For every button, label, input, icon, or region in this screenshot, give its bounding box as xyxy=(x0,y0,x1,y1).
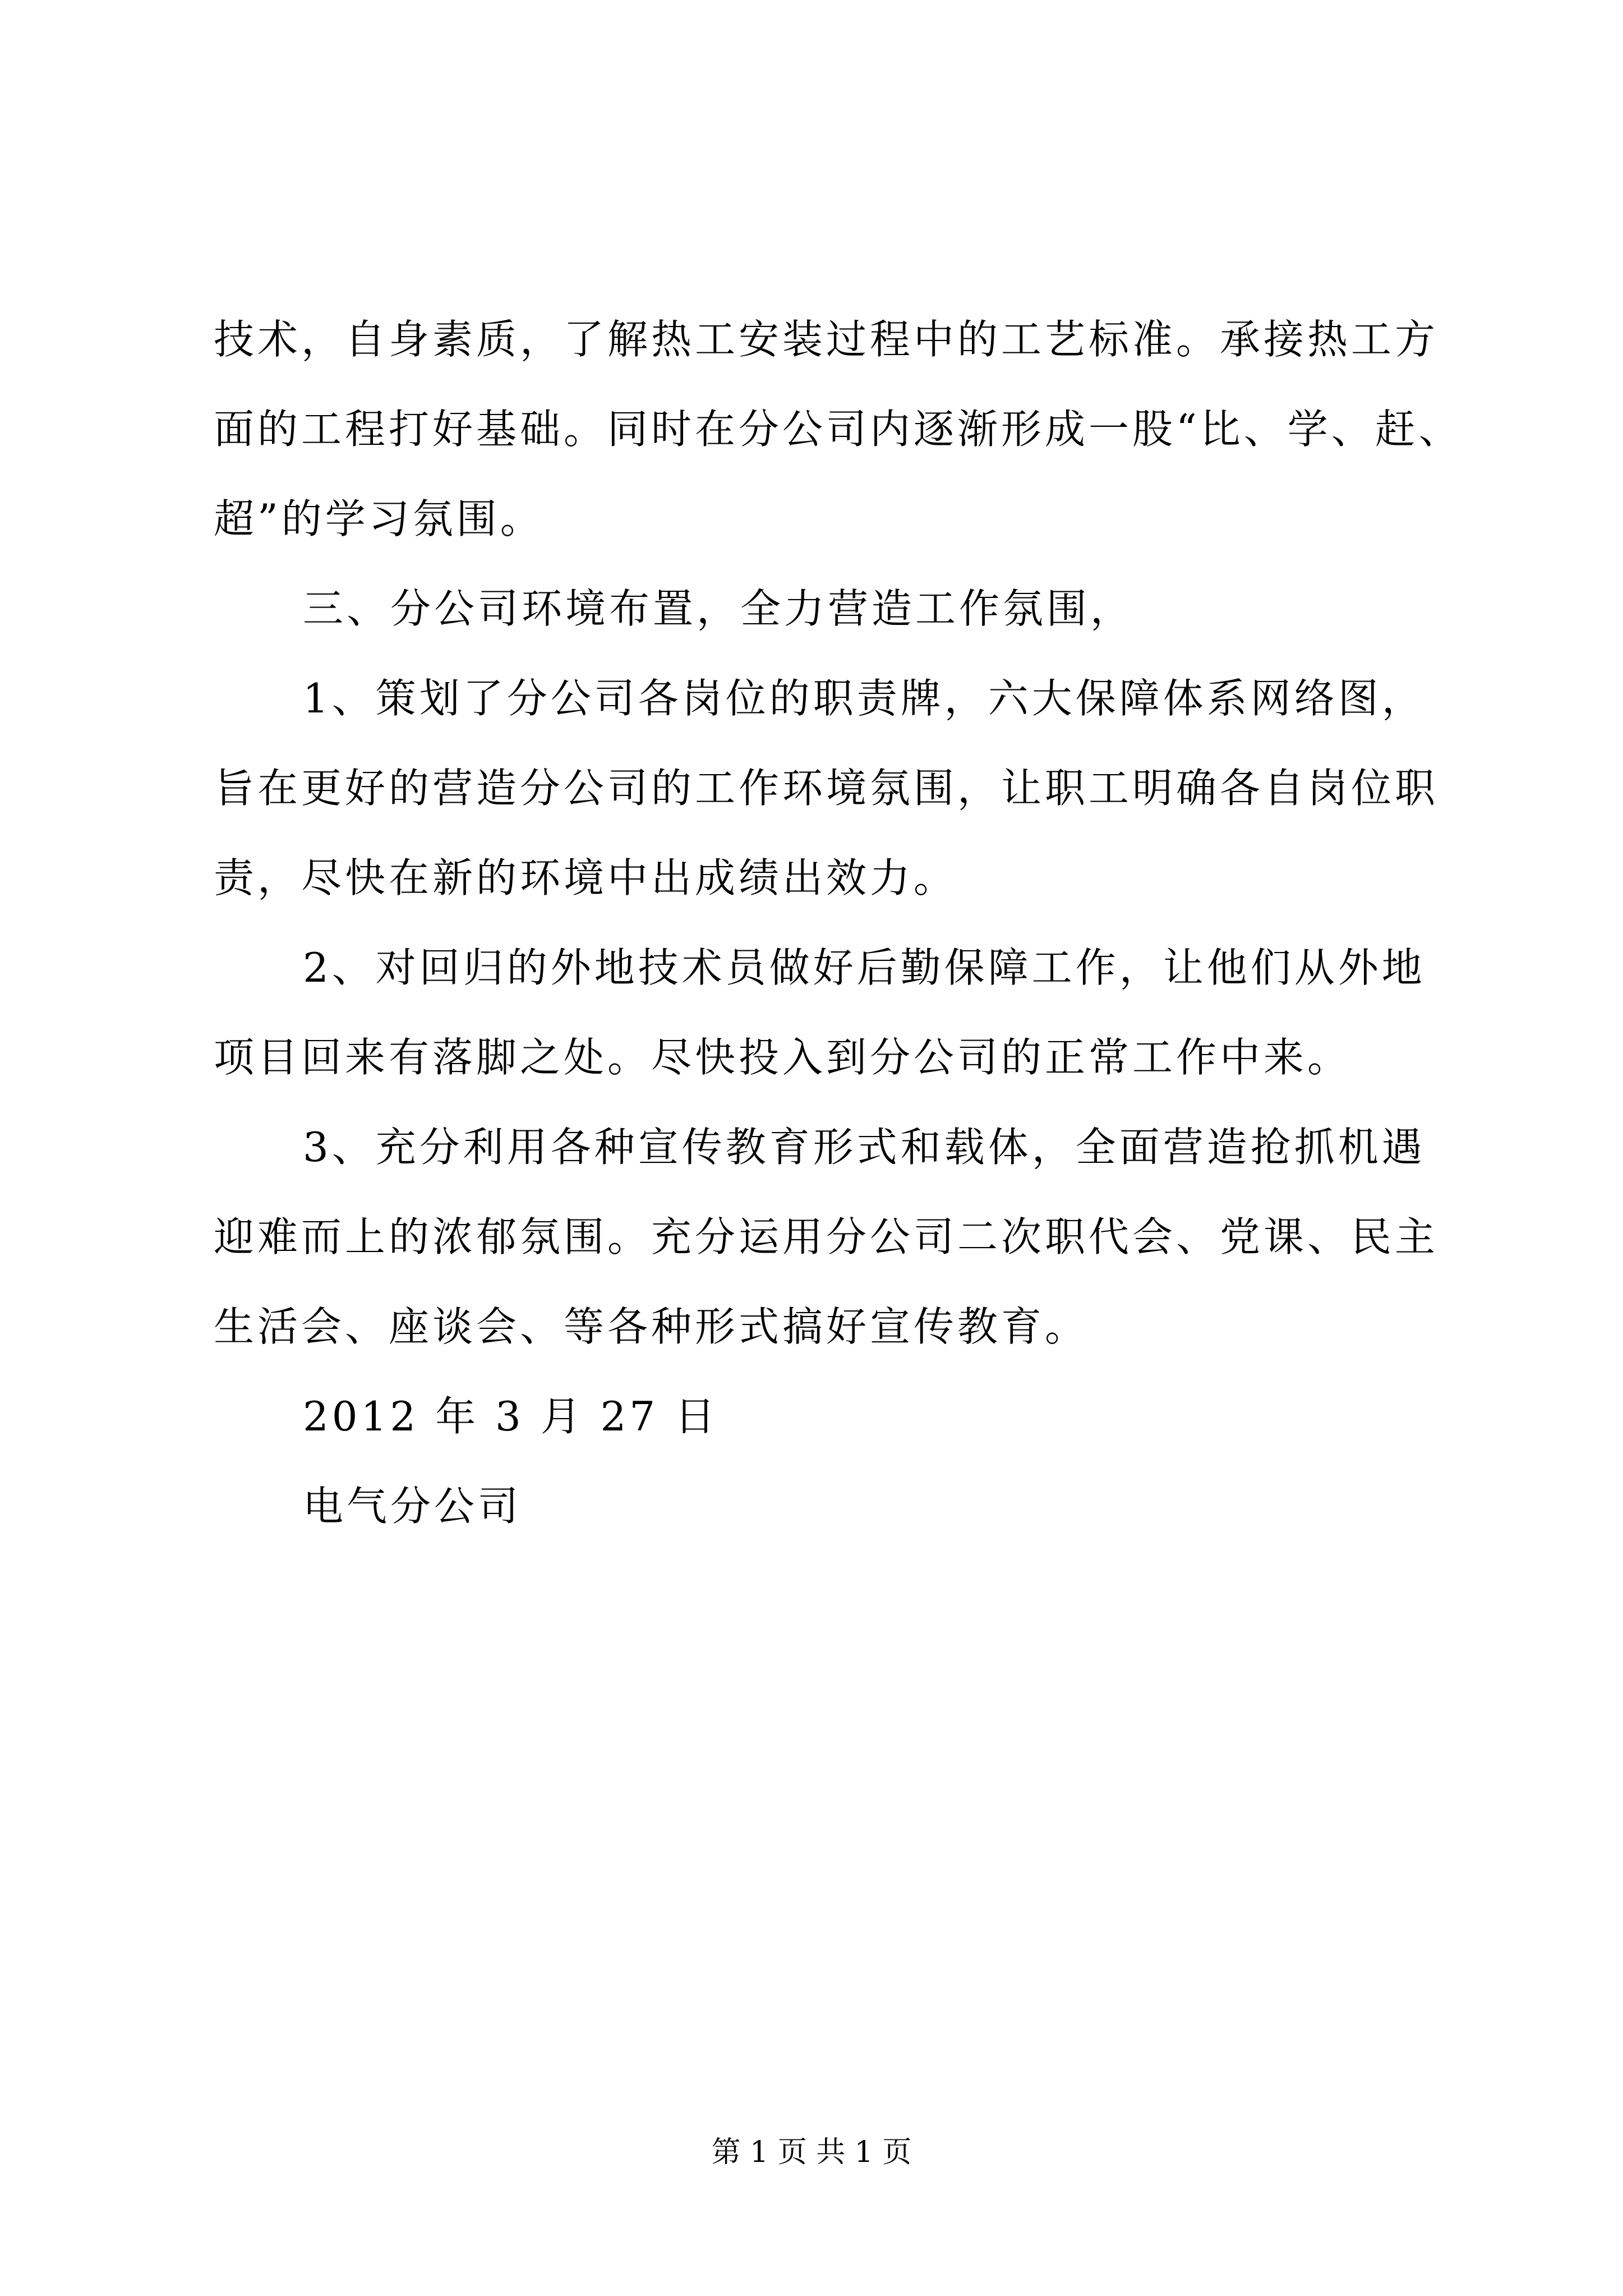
paragraph-line: 技术，自身素质，了解热工安装过程中的工艺标准。承接热工方 xyxy=(214,316,1439,363)
paragraph-line: 面的工程打好基础。同时在分公司内逐渐形成一股“比、学、赶、 xyxy=(214,406,1463,453)
paragraph-line: 超”的学习氛围。 xyxy=(214,495,544,542)
paragraph-line: 迎难而上的浓郁氛围。充分运用分公司二次职代会、党课、民主 xyxy=(214,1213,1439,1260)
signature-line: 电气分公司 xyxy=(303,1483,522,1530)
paragraph-line: 生活会、座谈会、等各种形式搞好宣传教育。 xyxy=(214,1303,1089,1350)
paragraph-line: 2、对回归的外地技术员做好后勤保障工作，让他们从外地 xyxy=(303,944,1426,991)
paragraph-line: 项目回来有落脚之处。尽快投入到分公司的正常工作中来。 xyxy=(214,1034,1352,1081)
date-line: 2012 年 3 月 27 日 xyxy=(303,1393,719,1440)
section-heading: 三、分公司环境布置，全力营造工作氛围， xyxy=(303,585,1135,632)
paragraph-line: 责，尽快在新的环境中出成绩出效力。 xyxy=(214,854,958,901)
paragraph-line: 3、充分利用各种宣传教育形式和载体，全面营造抢抓机遇 xyxy=(303,1124,1426,1171)
paragraph-line: 旨在更好的营造分公司的工作环境氛围，让职工明确各自岗位职 xyxy=(214,765,1439,812)
page-footer: 第 1 页 共 1 页 xyxy=(711,2136,912,2169)
paragraph-line: 1、策划了分公司各岗位的职责牌，六大保障体系网络图， xyxy=(303,675,1426,722)
